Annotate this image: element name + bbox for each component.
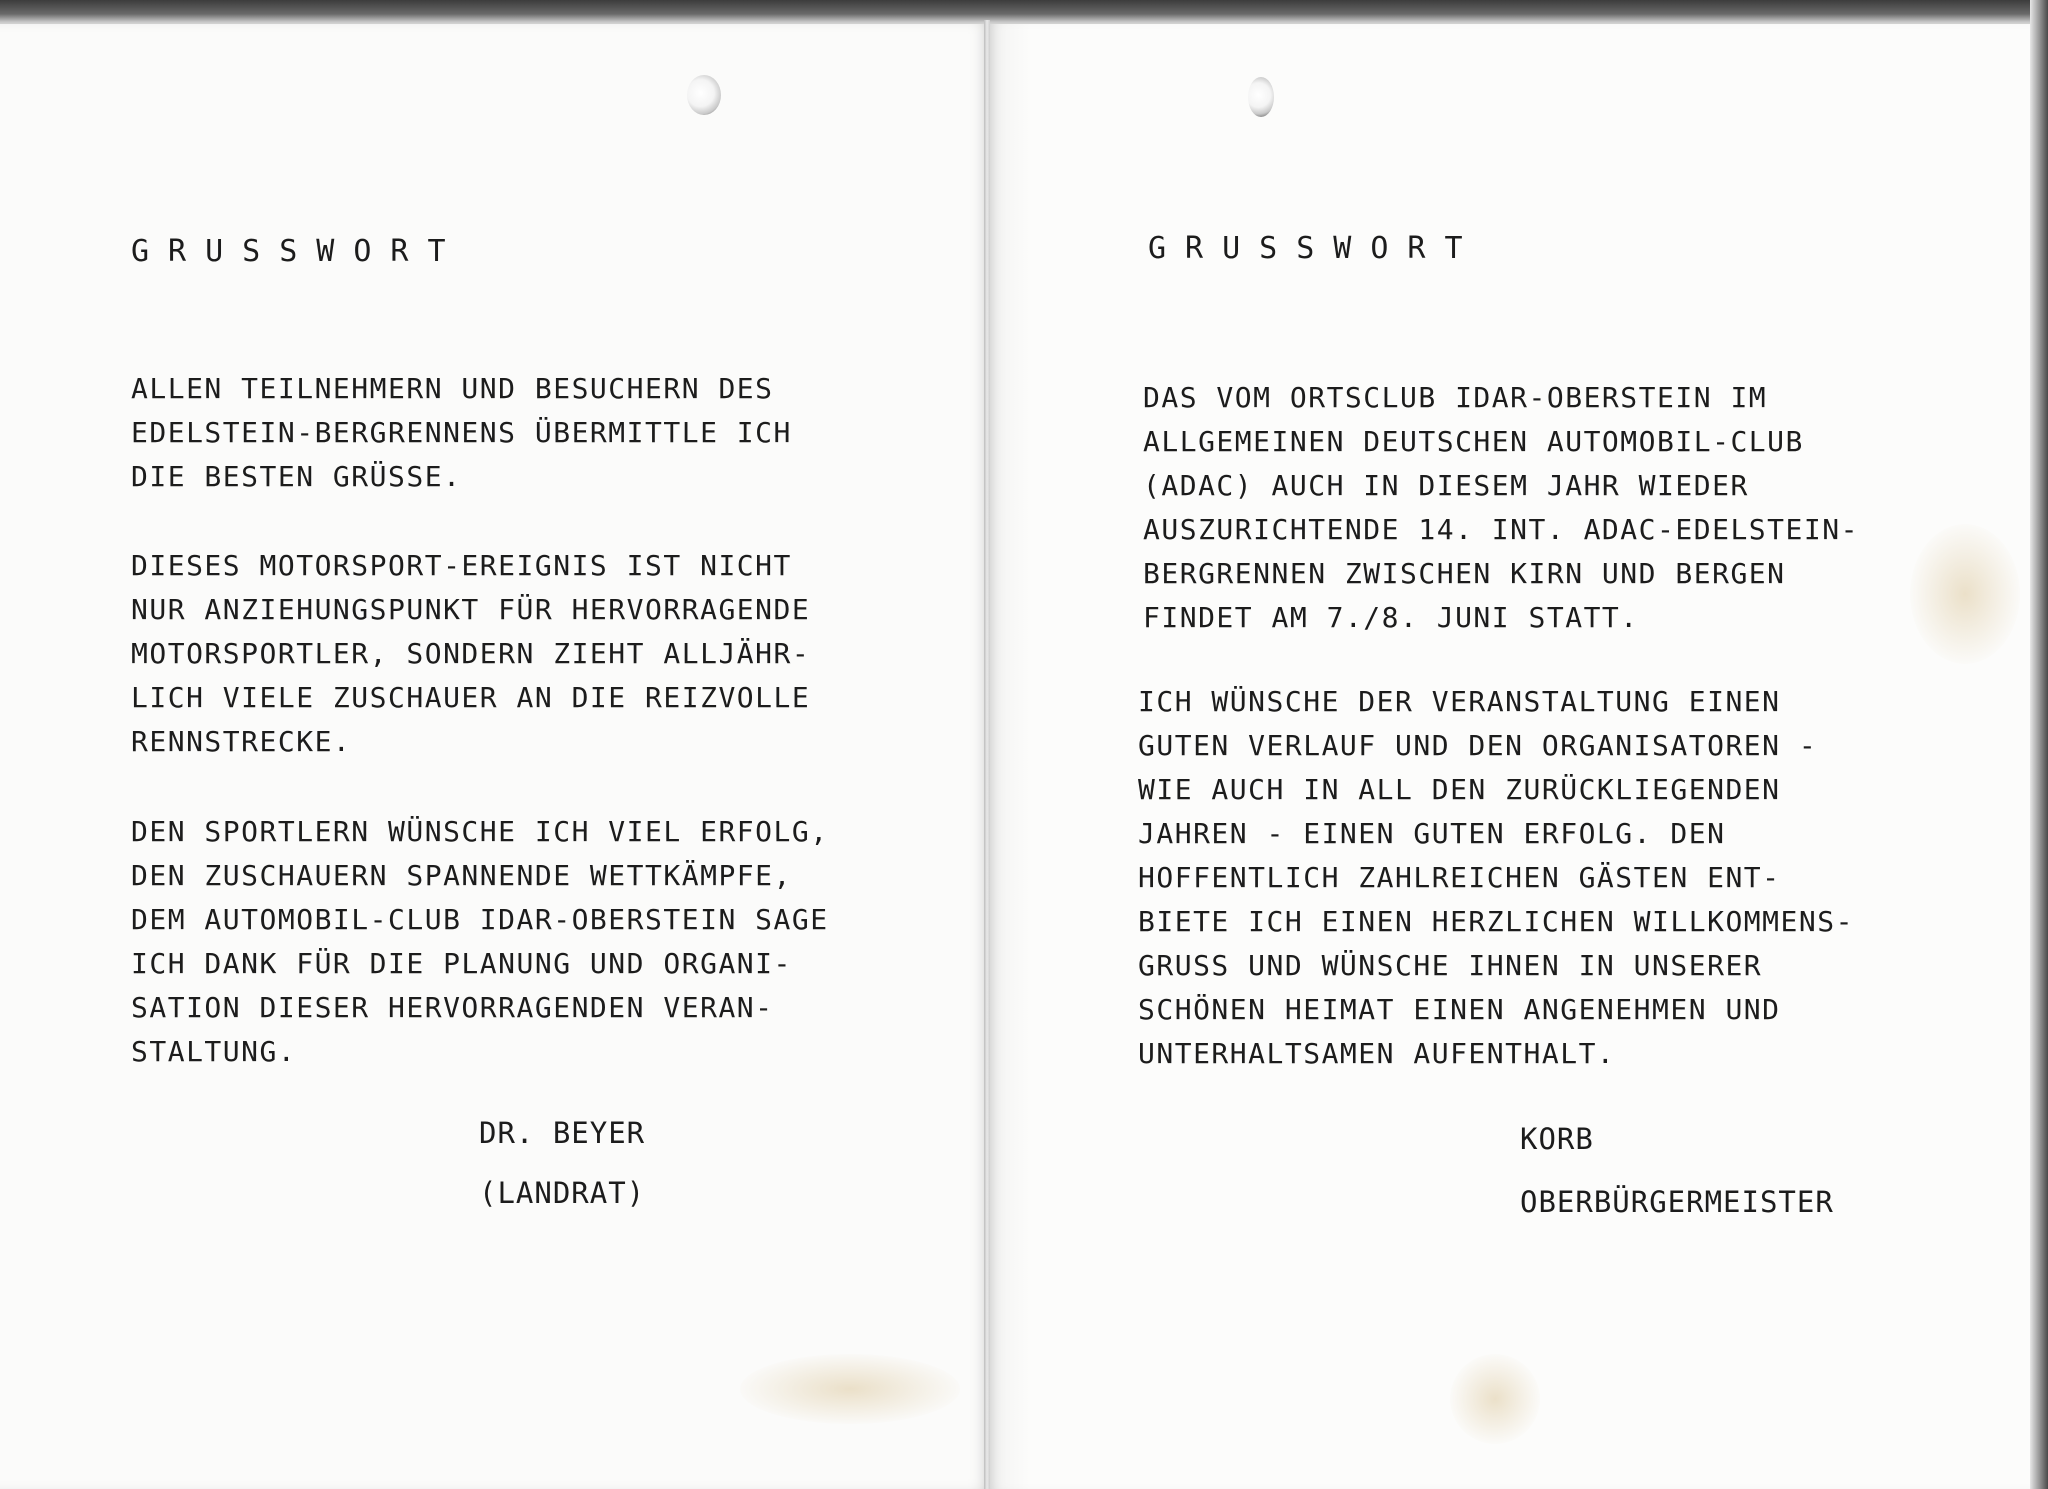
- paper-stain-right-edge: [1910, 524, 2020, 664]
- right-page: [990, 24, 2048, 1489]
- paper-stain-right-bottom: [1450, 1354, 1540, 1444]
- left-signature-name: DR. BEYER: [479, 1116, 646, 1150]
- right-signature-name: KORB: [1520, 1122, 1594, 1156]
- right-heading: GRUSSWORT: [1148, 231, 1482, 266]
- left-page: [0, 24, 988, 1489]
- left-heading: GRUSSWORT: [131, 234, 465, 269]
- right-paragraph-2: ICH WÜNSCHE DER VERANSTALTUNG EINEN GUTEN VERLAUF UND DEN ORGANISATOREN - WIE AUCH IN ALL DEN ZURÜCKLIEGENDEN JAHREN - EINEN GUTEN ERFOLG. DEN HOFFENTLICH ZAHLREICHEN GÄSTEN ENT- BIETE ICH EINEN HERZLICHEN WILLKOMMENS- GRUSS UND WÜNSCHE IHNEN IN UNSERER SCHÖNEN HEIMAT EINEN ANGENEHMEN UND UNTERHALTSAMEN AUFENTHALT.: [1138, 685, 1854, 1070]
- left-signature-title: (LANDRAT): [479, 1176, 646, 1210]
- paper-stain-left-bottom: [740, 1354, 960, 1424]
- right-signature-title: OBERBÜRGERMEISTER: [1520, 1185, 1834, 1219]
- left-paragraph-3: DEN SPORTLERN WÜNSCHE ICH VIEL ERFOLG, DEN ZUSCHAUERN SPANNENDE WETTKÄMPFE, DEM AUTOMOBIL-CLUB IDAR-OBERSTEIN SAGE ICH DANK FÜR DIE PLANUNG UND ORGANI- SATION DIESER HERVORRAGENDEN VERAN- STALTUNG.: [131, 815, 829, 1068]
- punch-hole-right: [1248, 77, 1274, 117]
- left-paragraph-2: DIESES MOTORSPORT-EREIGNIS IST NICHT NUR ANZIEHUNGSPUNKT FÜR HERVORRAGENDE MOTORSPORTLER, SONDERN ZIEHT ALLJÄHR- LICH VIELE ZUSCHAUER AN DIE REIZVOLLE RENNSTRECKE.: [131, 549, 811, 758]
- left-paragraph-1: ALLEN TEILNEHMERN UND BESUCHERN DES EDELSTEIN-BERGRENNENS ÜBERMITTLE ICH DIE BESTEN GRÜSSE.: [131, 372, 792, 493]
- punch-hole-left: [687, 75, 721, 115]
- page-edge-right: [2030, 0, 2048, 1489]
- right-paragraph-1: DAS VOM ORTSCLUB IDAR-OBERSTEIN IM ALLGEMEINEN DEUTSCHEN AUTOMOBIL-CLUB (ADAC) AUCH IN DIESEM JAHR WIEDER AUSZURICHTENDE 14. INT. ADAC-EDELSTEIN- BERGRENNEN ZWISCHEN KIRN UND BERGEN FINDET AM 7./8. JUNI STATT.: [1143, 381, 1859, 634]
